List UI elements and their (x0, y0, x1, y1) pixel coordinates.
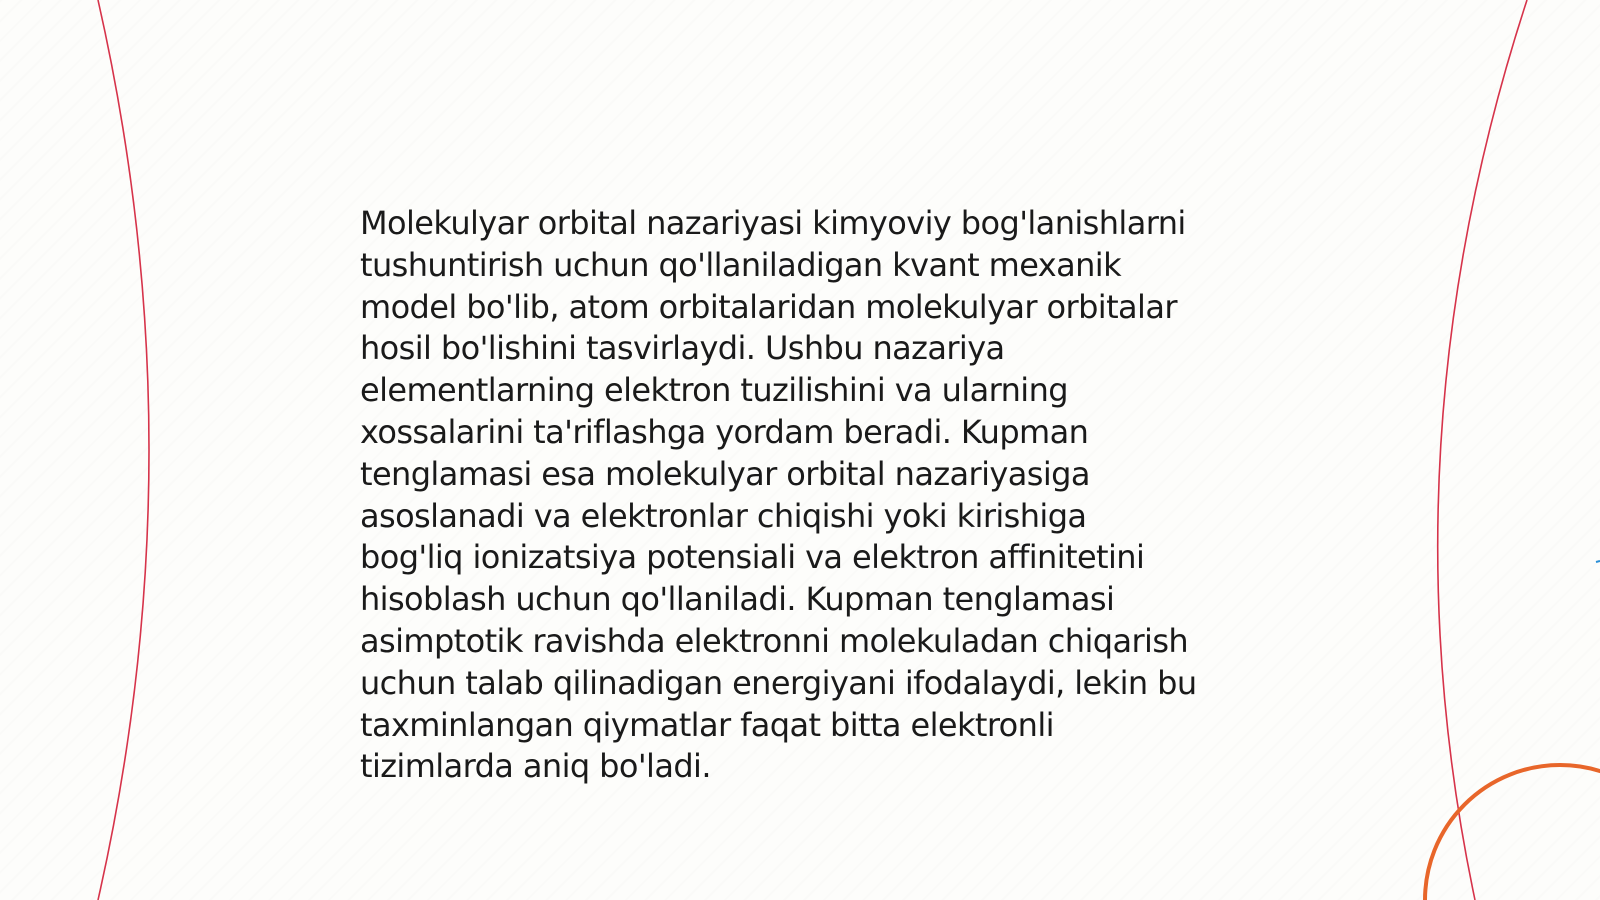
blue-accent-mark (1596, 561, 1600, 562)
paragraph-line: asimptotik ravishda elektronni molekuladan chiqarish (360, 621, 1189, 660)
left-arc (98, 0, 149, 900)
paragraph-line: uchun talab qilinadigan energiyani ifodalaydi, lekin bu (360, 663, 1197, 702)
right-arc (1438, 0, 1527, 900)
paragraph-line: hosil bo'lishini tasvirlaydi. Ushbu nazariya (360, 329, 1005, 368)
paragraph-line: tushuntirish uchun qo'llaniladigan kvant mexanik (360, 245, 1121, 284)
paragraph-line: tenglamasi esa molekulyar orbital nazariyasiga (360, 454, 1090, 493)
paragraph-line: xossalarini ta'riflashga yordam beradi. Kupman (360, 412, 1089, 451)
paragraph-line: tizimlarda aniq bo'ladi. (360, 747, 711, 786)
paragraph-line: taxminlangan qiymatlar faqat bitta elektronli (360, 705, 1054, 744)
paragraph-line: model bo'lib, atom orbitalaridan molekulyar orbitalar (360, 287, 1177, 326)
orange-circle-arc (1425, 765, 1600, 900)
paragraph-line: elementlarning elektron tuzilishini va ularning (360, 371, 1068, 410)
paragraph-line: hisoblash uchun qo'llaniladi. Kupman tenglamasi (360, 580, 1115, 619)
paragraph-line: bog'liq ionizatsiya potensiali va elektron affinitetini (360, 538, 1145, 577)
paragraph-line: Molekulyar orbital nazariyasi kimyoviy bog'lanishlarni (360, 204, 1186, 242)
paragraph-line: asoslanadi va elektronlar chiqishi yoki kirishiga (360, 496, 1087, 535)
body-paragraph (360, 203, 1260, 788)
